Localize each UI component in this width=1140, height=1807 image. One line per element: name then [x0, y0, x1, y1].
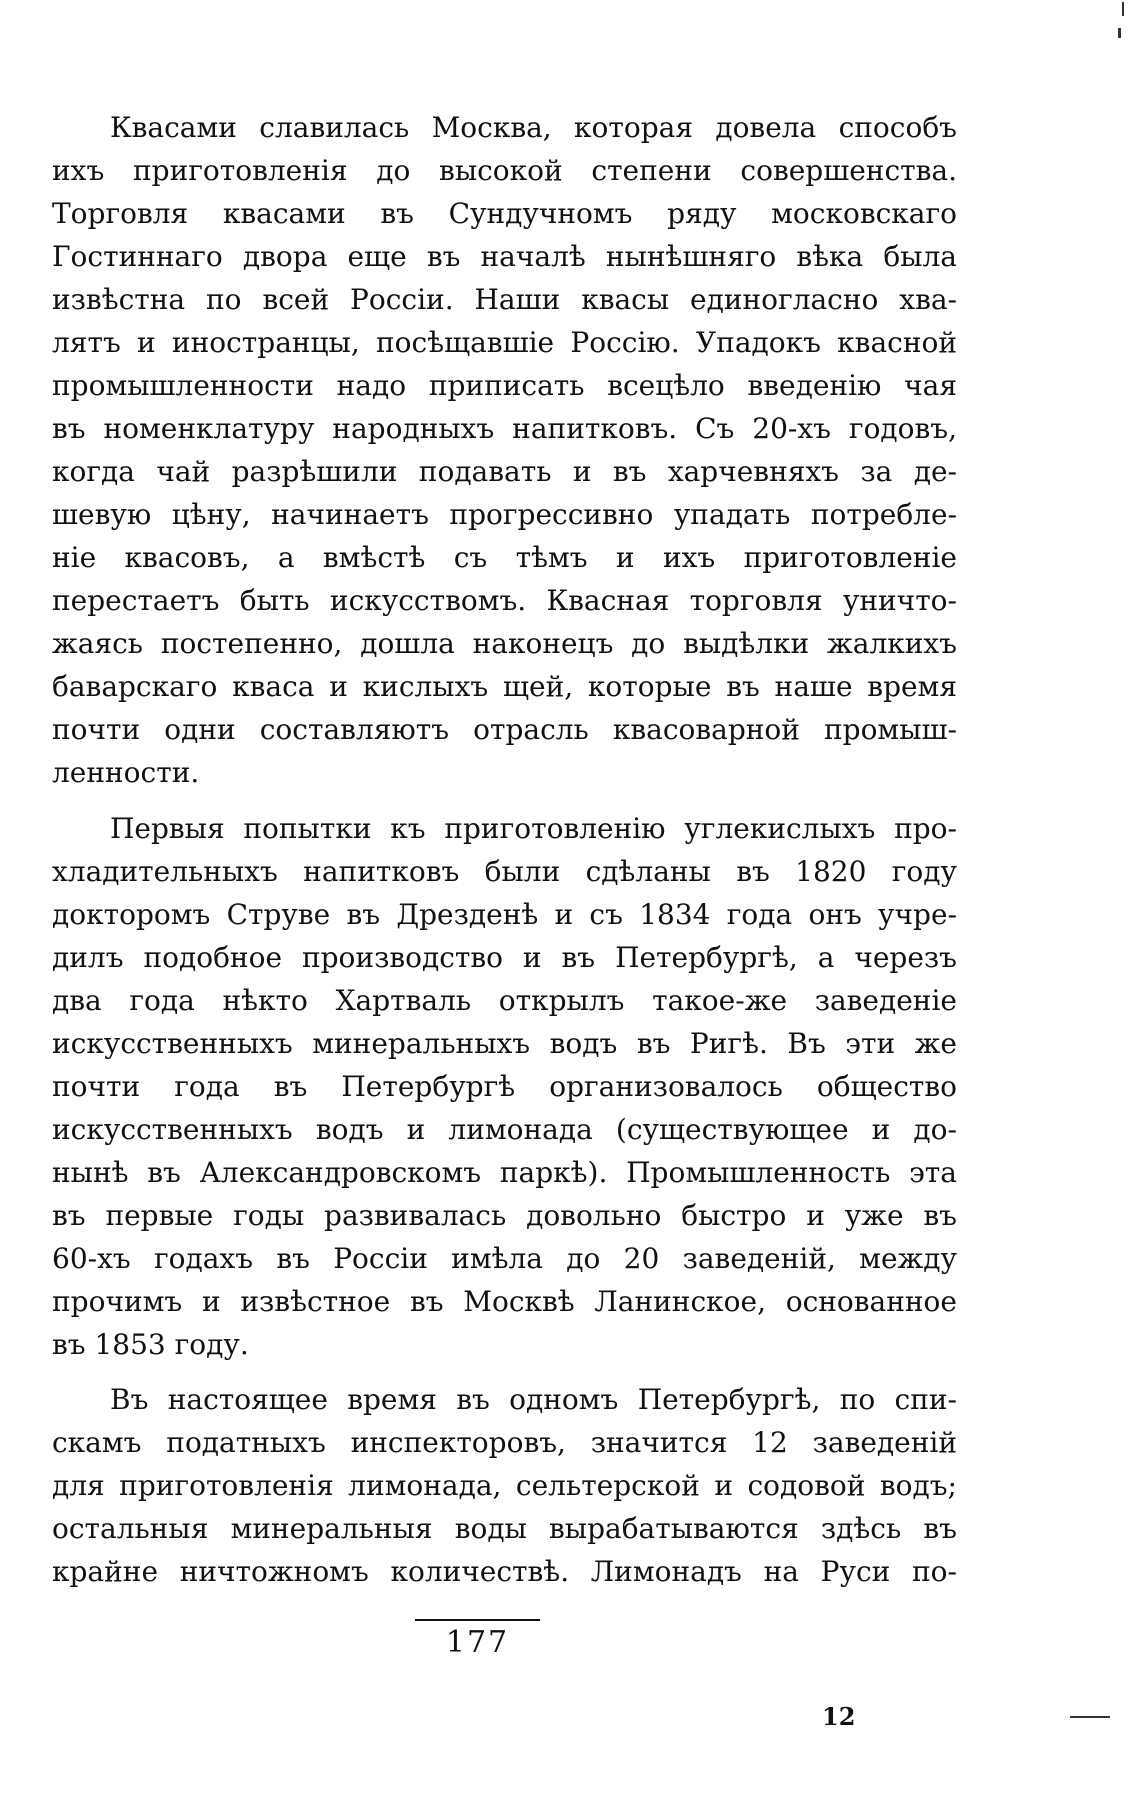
paragraph-present-day	[52, 1378, 957, 1593]
text-line: Въ настоящее время въ одномъ Петербургѣ, по спи-	[110, 1383, 957, 1416]
text-line: извѣстна по всей Россіи. Наши квасы единогласно хва-	[52, 283, 957, 316]
text-line: два года нѣкто Хартваль открылъ такое-же заведеніе	[52, 984, 957, 1017]
text-line: ленности.	[52, 756, 200, 789]
text-line: Гостиннаго двора еще въ началѣ нынѣшняго вѣка была	[52, 240, 957, 273]
text-line: промышленности надо приписать всецѣло введенію чая	[52, 369, 957, 402]
text-line: почти одни составляютъ отрасль квасоварной промыш-	[52, 713, 957, 746]
text-line: лятъ и иностранцы, посѣщавшіе Россію. Упадокъ квасной	[52, 326, 957, 359]
text-line: докторомъ Струве въ Дрезденѣ и съ 1834 года онъ учре-	[52, 898, 957, 931]
signature-mark: 12	[822, 1702, 856, 1731]
scan-speck	[1118, 28, 1121, 38]
text-line: въ первые годы развивалась довольно быстро и уже въ	[52, 1199, 957, 1232]
text-line: баварскаго кваса и кислыхъ щей, которые въ наше время	[52, 670, 957, 703]
text-line: когда чай разрѣшили подавать и въ харчевняхъ за де-	[52, 455, 957, 488]
text-line: перестаетъ быть искусствомъ. Квасная торговля уничто-	[52, 584, 957, 617]
text-line: дилъ подобное производство и въ Петербургѣ, а черезъ	[52, 941, 957, 974]
text-line: остальныя минеральныя воды вырабатываются здѣсь въ	[52, 1512, 957, 1545]
text-line: искусственныхъ водъ и лимонада (существующее и до-	[52, 1113, 957, 1146]
text-line: ніе квасовъ, а вмѣстѣ съ тѣмъ и ихъ приготовленіе	[52, 541, 957, 574]
scan-speck	[1070, 1716, 1110, 1718]
text-line: шевую цѣну, начинаетъ прогрессивно упадать потребле-	[52, 498, 957, 531]
text-line: почти года въ Петербургѣ организовалось общество	[52, 1070, 957, 1103]
text-line: для приготовленія лимонада, сельтерской и содовой водъ;	[52, 1469, 957, 1502]
scan-speck	[1122, 2, 1124, 16]
paragraph-kvas-history	[52, 106, 957, 794]
text-line: въ номенклатуру народныхъ напитковъ. Съ 20-хъ годовъ,	[52, 412, 957, 445]
text-line: 60-хъ годахъ въ Россіи имѣла до 20 заведеній, между	[52, 1242, 957, 1275]
text-line: Первыя попытки къ приготовленію углекислыхъ про-	[110, 812, 957, 845]
text-line: жаясь постепенно, дошла наконецъ до выдѣлки жалкихъ	[52, 627, 957, 660]
text-line: Квасами славилась Москва, которая довела способъ	[110, 111, 957, 144]
text-line: ихъ приготовленія до высокой степени совершенства.	[52, 154, 957, 187]
text-line: нынѣ въ Александровскомъ паркѣ). Промышленность эта	[52, 1156, 957, 1189]
paragraph-carbonated-drinks	[52, 807, 957, 1366]
text-line: хладительныхъ напитковъ были сдѣланы въ 1820 году	[52, 855, 957, 888]
text-line: прочимъ и извѣстное въ Москвѣ Ланинское, основанное	[52, 1285, 957, 1318]
page-number: 177	[415, 1619, 540, 1663]
text-line: крайне ничтожномъ количествѣ. Лимонадъ на Руси по-	[52, 1555, 957, 1588]
text-line: искусственныхъ минеральныхъ водъ въ Ригѣ. Въ эти же	[52, 1027, 957, 1060]
text-line: скамъ податныхъ инспекторовъ, значится 12 заведеній	[52, 1426, 957, 1459]
text-line: въ 1853 году.	[52, 1328, 249, 1361]
text-line: Торговля квасами въ Сундучномъ ряду московскаго	[52, 197, 957, 230]
